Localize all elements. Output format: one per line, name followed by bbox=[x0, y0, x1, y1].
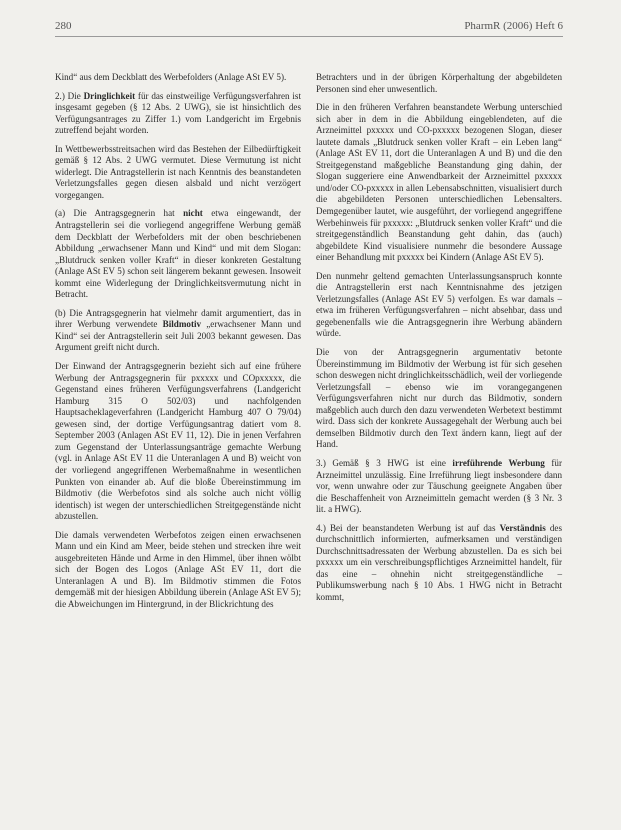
emphasized-term: Dringlichkeit bbox=[83, 90, 136, 101]
right-column bbox=[316, 72, 562, 611]
paragraph bbox=[55, 91, 301, 137]
journal-reference: PharmR (2006) Heft 6 bbox=[464, 20, 563, 32]
paragraph: Betrachters und in der übrigen Körperhaltung der abgebildeten Personen sind eher unwesentlich. bbox=[316, 72, 562, 94]
paragraph: Die damals verwendeten Werbefotos zeigen einen erwachsenen Mann und ein Kind am Meer, beide stehen und strecken ihre weit ausgebreiteten Hände und Arme in den Himmel, über ihnen wölbt sich der Bogen des Logos (Anlage ASt EV 11, dort die Unteranlagen A und B). Im Bildmotiv stimmen die Fotos demgemäß mit der hiesigen Abbildung überein (Anlage ASt EV 5); die Abweichungen im Hintergrund, in der Blickrichtung des bbox=[55, 529, 301, 609]
paragraph bbox=[55, 208, 301, 300]
left-column bbox=[55, 72, 301, 618]
paragraph-text: 2.) Die bbox=[55, 90, 84, 101]
paragraph-text: 4.) Bei der beanstandeten Werbung ist auf das bbox=[316, 522, 500, 533]
paragraph: Der Einwand der Antragsgegnerin bezieht sich auf eine frühere Werbung der Antragsgegnerin für pxxxxx und COpxxxxx, die Gegenstand eines früheren Verfügungsverfahrens (Landgericht Hamburg 315 O 502/03) und nachfolgenden Hauptsacheklageverfahren (Landgericht Hamburg 407 O 79/04) gewesen sind, der dortige Verfügungsantrag datiert vom 8. September 2003 (Anlagen ASt EV 11, 12). Die in jenen Verfahren zum Gegenstand der Unterlassungsanträge gemachte Werbung (vgl. in Anlage ASt EV 11 die Unteranlagen A und B) weicht von der vorliegend angegriffenen Werbemaßnahme in wesentlichen Punkten von einander ab. Auf die bloße Übereinstimmung im Bildmotiv (die Werbefotos sind als solche auch nicht völlig identisch) ist wegen der unterschiedlichen Streitgegenstände nicht abzustellen. bbox=[55, 361, 301, 522]
paragraph-text: 3.) Gemäß § 3 HWG ist eine bbox=[316, 457, 453, 468]
page-number: 280 bbox=[55, 20, 72, 32]
paragraph: Den nunmehr geltend gemachten Unterlassungsanspruch konnte die Antragstellerin erst nach Kenntnisnahme des jetzigen Verletzungsfalles (Anlage ASt EV 5) verfolgen. Es war damals – etwa im früheren Verfügungsverfahren – nicht absehbar, dass und gegebenenfalls wie die Antragsgegnerin ihre Werbung abändern würde. bbox=[316, 270, 562, 339]
paragraph: Die von der Antragsgegnerin argumentativ betonte Übereinstimmung im Bildmotiv der Werbung ist für sich gesehen schon deswegen nicht dringlichkeitsschädlich, weil der vorliegende Verletzungsfall – ebenso wie im vorangegangenen Verfügungsverfahren nicht nur durch das Bildmotiv, sondern maßgeblich auch durch den dazu verwendeten Werbetext bestimmt wird. Dass sich der konkrete Aussagegehalt der Werbung auch bei demselben Bildmotiv durch den Text ändern kann, liegt auf der Hand. bbox=[316, 347, 562, 450]
paragraph-text: (b) Die Antragsgegnerin hat vielmehr damit argumentiert, das in ihrer Werbung verwendete bbox=[55, 307, 301, 330]
page-header bbox=[55, 20, 563, 37]
paragraph: In Wettbewerbsstreitsachen wird das Bestehen der Eilbedürftigkeit gemäß § 12 Abs. 2 UWG vermutet. Diese Vermutung ist nicht widerlegt. Die Antragstellerin ist nach Kenntnis des beanstandeten Verletzungsfalles gegen diesen alsbald und nicht verzögert vorgegangen. bbox=[55, 143, 301, 200]
paragraph-text: „erwachsener Mann und Kind“ sei der Antragstellerin seit Juli 2003 bekannt gewesen. Das Argument greift nicht durch. bbox=[55, 319, 301, 353]
paragraph bbox=[316, 523, 562, 604]
emphasized-term: Verständnis bbox=[499, 522, 546, 533]
paragraph bbox=[55, 308, 301, 354]
emphasized-term: Bildmotiv bbox=[162, 319, 202, 330]
paragraph bbox=[316, 458, 562, 516]
emphasized-term: irreführende Werbung bbox=[452, 457, 545, 468]
paragraph-text: (a) Die Antragsgegnerin hat bbox=[55, 208, 184, 219]
paragraph-text: für Arzneimittel unzulässig. Eine Irreführung liegt insbesondere dann vor, wenn unwahre oder zur Täuschung geeignete Angaben über die Beschaffenheit von Arzneimitteln gemacht werden (§ 3 Nr. 3 lit. a HWG). bbox=[316, 457, 562, 515]
paragraph: Kind“ aus dem Deckblatt des Werbefolders (Anlage ASt EV 5). bbox=[55, 72, 287, 82]
paragraph-text: etwa eingewandt, der Antragstellerin sei die vorliegend angegriffene Werbung gemäß dem Deckblatt der Werbefolders mit der oben beschriebenen Abbildung „erwachsener Mann und Kind“ und mit dem Slogan: „Blutdruck senken voller Kraft“ in dieser konkreten Gestaltung (Anlage ASt EV 5) schon seit längerem bekannt gewesen. Insoweit kommt eine Widerlegung der Dringlichkeitsvermutung nicht in Betracht. bbox=[55, 208, 301, 300]
paragraph-text: des durchschnittlich informierten, aufmerksamen und verständigen Durchschnittsadressaten der Werbung abzustellen. Da es sich bei pxxxxx um ein verschreibungspflichtiges Arzneimittel handelt, für das eine – ohnehin nicht streitgegenständliche – Publikumswerbung nach § 10 Abs. 1 HWG nicht in Betracht kommt, bbox=[316, 522, 562, 602]
paragraph-text: für das einstweilige Verfügungsverfahren ist insgesamt gegeben (§ 12 Abs. 2 UWG), sie ist hinsichtlich des Verfügungsantrages zu Ziffer 1.) vom Landgericht im Ergebnis zutreffend bejaht worden. bbox=[55, 90, 301, 136]
emphasized-term: nicht bbox=[183, 208, 203, 219]
paragraph: Die in den früheren Verfahren beanstandete Werbung unterschied sich aber in dem in die Abbildung eingeblendeten, auf die Arzneimittel pxxxxx und CO-pxxxxx bezogenen Slogan, dieser lautete damals „Blutdruck senken voller Kraft – ein Leben lang“ (Anlage ASt EV 11, dort die Unteranlagen A und B) und die den Streitgegenstand maßgebliche Beanstandung ging dahin, der Slogan suggeriere eine Anwendbarkeit der Arzneimittel pxxxxx und/oder CO-pxxxxx in allen Lebensabschnitten, visualisiert durch die abgebildeten Personen unterschiedlichen Lebensalters. Demgegenüber lautet, wie ausgeführt, der vorliegend angegriffene Werbehinweis für pxxxxx: „Blutdruck senken voller Kraft“ und die streitgegenständlich Beanstandung geht dahin, das (auch) abgebildete Kind visualisiere nunmehr die besondere Aussage einer Behandlung mit pxxxxx bei Kindern (Anlage ASt EV 5). bbox=[316, 102, 562, 263]
